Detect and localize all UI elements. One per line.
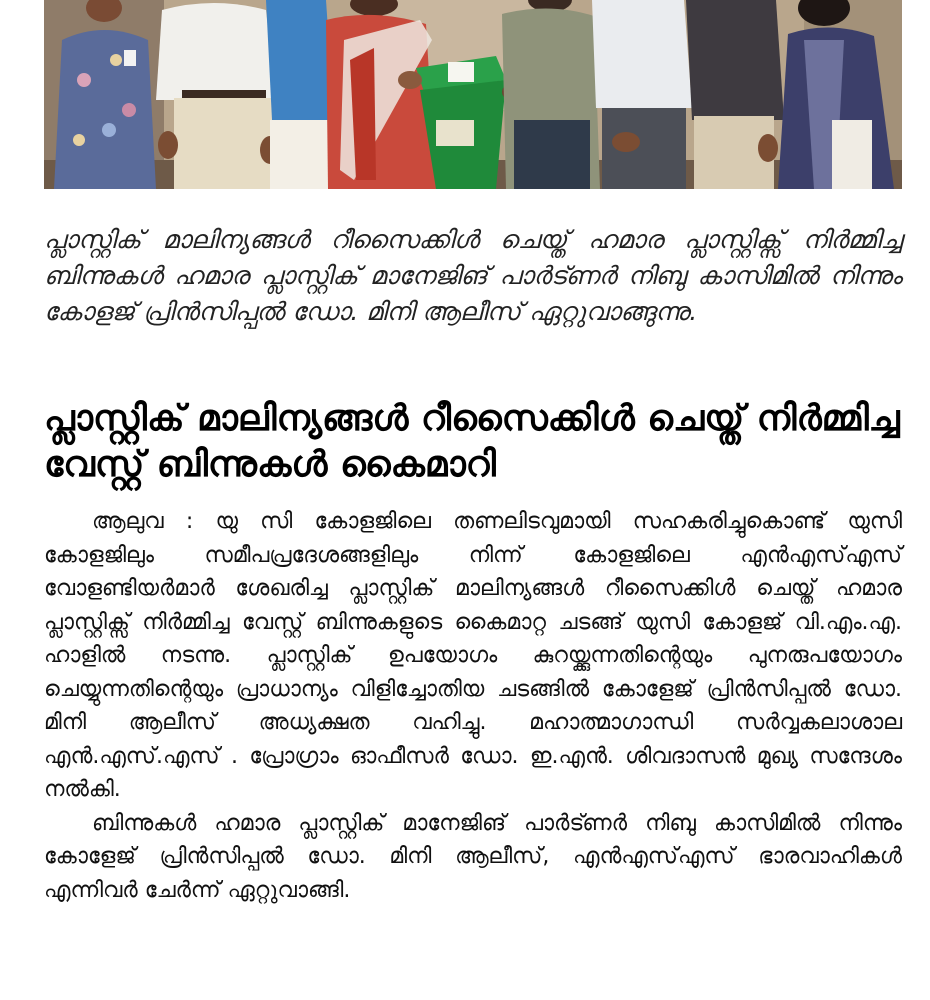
person-4 [326,0,436,189]
news-photo [44,0,902,189]
person-7 [686,0,784,189]
article-headline: പ്ലാസ്റ്റിക് മാലിന്യങ്ങൾ റീസൈക്കിൾ ചെയ്ത് നിർമ്മിച്ച വേസ്റ്റ് ബിന്നുകൾ കൈമാറി [44,398,900,485]
body-paragraph-2: ബിന്നുകൾ ഹമാര പ്ലാസ്റ്റിക് മാനേജിങ് പാർട്ണർ നിബു കാസിമിൽ നിന്നും കോളേജ് പ്രിൻസിപ്പൽ ഡോ. മിനി ആലീസ്, എൻഎസ്എസ് ഭാരവാഹികൾ എന്നിവർ ചേർന്ന് ഏറ്റുവാങ്ങി. [44,810,902,903]
person-2 [156,3,280,189]
person-5 [502,0,600,189]
article-body [44,505,902,907]
person-3 [266,0,334,189]
photo-caption: പ്ലാസ്റ്റിക് മാലിന്യങ്ങൾ റീസൈക്കിൾ ചെയ്ത് ഹമാര പ്ലാസ്റ്റിക്സ് നിർമ്മിച്ച ബിന്നുകൾ ഹമാര പ്ലാസ്റ്റിക് മാനേജിങ് പാർട്ണർ നിബു കാസിമിൽ നിന്നും കോളജ് പ്രിൻസിപ്പൽ ഡോ. മിനി ആലീസ് ഏറ്റുവാങ്ങുന്നു. [44,225,902,326]
body-paragraph-1: ആലുവ : യു സി കോളജിലെ തണലിടവുമായി സഹകരിച്ചുകൊണ്ട് യുസി കോളജിലും സമീപപ്രദേശങ്ങളിലും നിന്ന് കോളജിലെ എൻഎസ്എസ് വോളണ്ടിയർമാർ ശേഖരിച്ച പ്ലാസ്റ്റിക് മാലിന്യങ്ങൾ റീസൈക്കിൾ ചെയ്ത് ഹമാര പ്ലാസ്റ്റിക്സ് നിർമ്മിച്ച വേസ്റ്റ് ബിന്നുകളുടെ കൈമാറ്റ ചടങ്ങ് യുസി കോളജ് വി.എം.എ. ഹാളിൽ നടന്നു. പ്ലാസ്റ്റിക് ഉപയോഗം കുറയ്ക്കുന്നതിന്റെയും പുനരുപയോഗം ചെയ്യുന്നതിന്റെയും പ്രാധാന്യം വിളിച്ചോതിയ ചടങ്ങിൽ കോളേജ് പ്രിൻസിപ്പൽ ഡോ. മിനി ആലീസ് അധ്യക്ഷത വഹിച്ചു. മഹാത്മാഗാന്ധി സർവ്വകലാശാല എൻ.എസ്.എസ് . പ്രോഗ്രാം ഓഫീസർ ഡോ. ഇ.എൻ. ശിവദാസൻ മുഖ്യ സന്ദേശം നൽകി. [44,509,902,802]
person-6 [592,0,692,189]
